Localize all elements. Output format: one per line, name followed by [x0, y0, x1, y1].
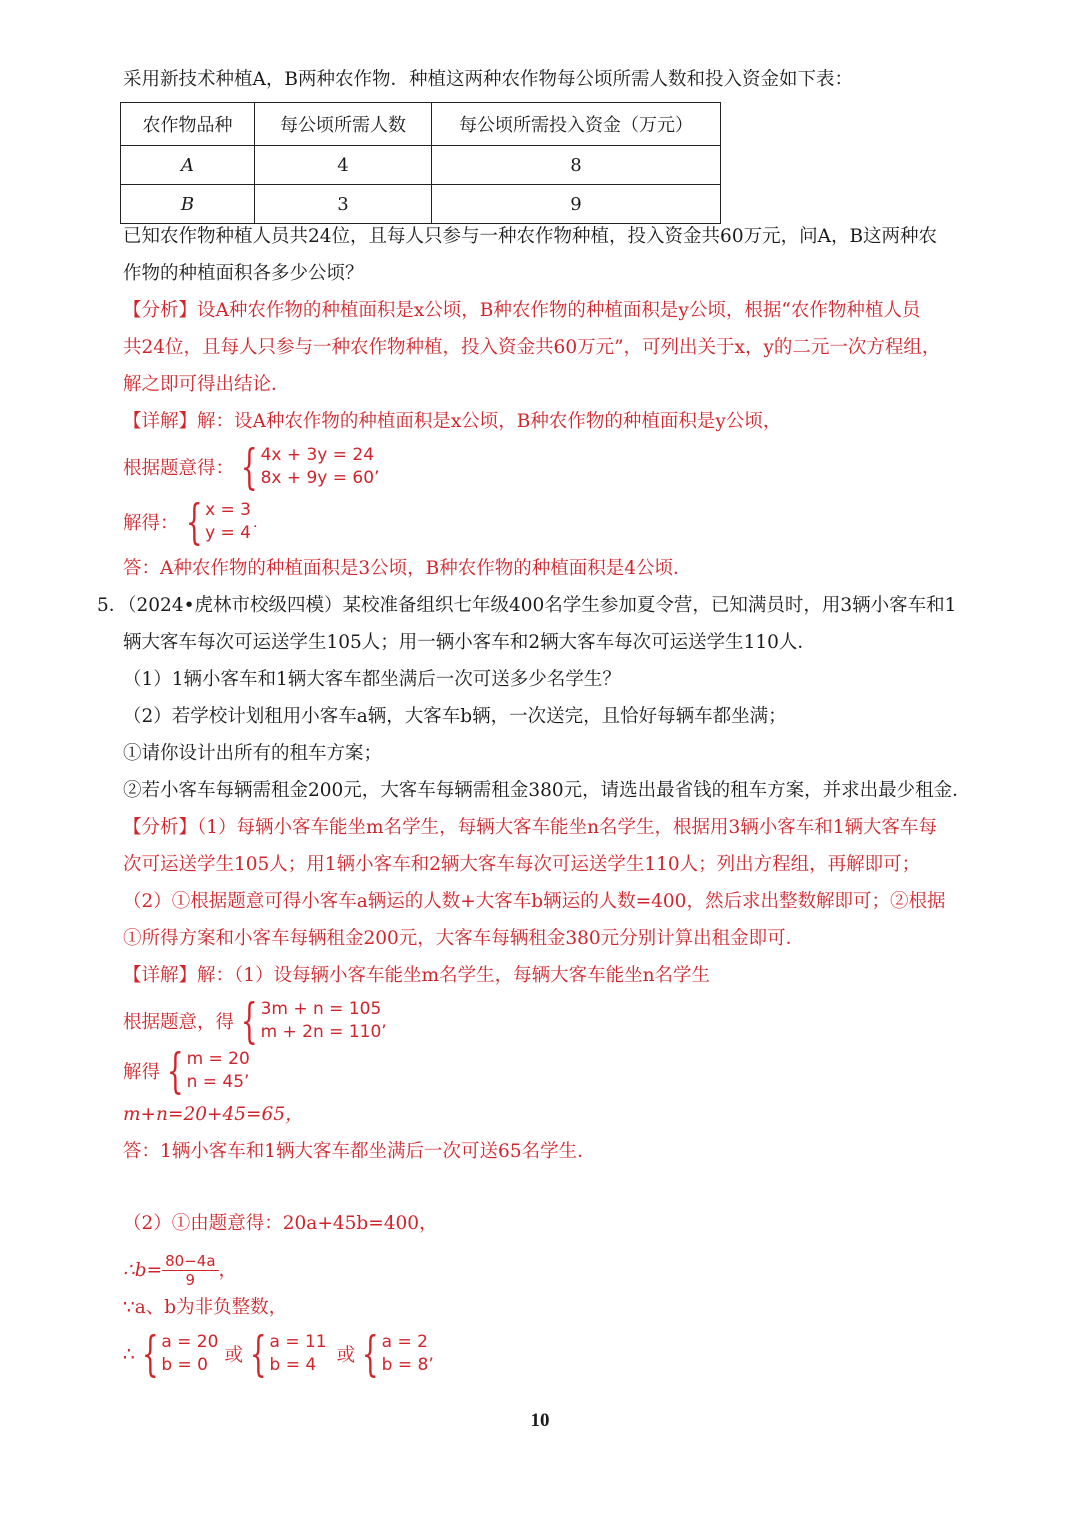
brace-icon: { — [361, 1326, 379, 1382]
solution: x = 3 — [205, 500, 251, 520]
solution: n = 45’ — [186, 1072, 250, 1092]
table-header-cell: 每公顷所需投入资金（万元） — [432, 103, 721, 146]
detail-tag: 【详解】 — [123, 411, 198, 432]
equation: 8x + 9y = 60’ — [260, 468, 380, 488]
b-tail: ， — [218, 1259, 238, 1281]
table-cell: A — [121, 146, 255, 185]
table-header-cell: 农作物品种 — [121, 103, 255, 146]
q4-equation-system — [123, 439, 380, 495]
solution: b = 0 — [161, 1355, 208, 1375]
q5-detail-line — [123, 964, 710, 988]
q5-analysis-line: 次可运送学生105人；用1辆小客车和2辆大客车每次可运送学生110人；列出方程组，再解即可； — [123, 854, 921, 875]
table-row — [121, 185, 721, 224]
equation-label: 根据题意得： — [123, 458, 235, 479]
analysis-tag: 【分析】 — [123, 300, 198, 321]
brace-icon: { — [240, 993, 258, 1049]
q4-analysis-line: 解之即可得出结论． — [123, 374, 290, 395]
table-cell: 9 — [432, 185, 721, 224]
therefore-symbol: ∴ — [123, 1343, 135, 1365]
table-cell: 3 — [255, 185, 432, 224]
crop-table — [120, 102, 721, 224]
detail-text: 解：（1）设每辆小客车能坐m名学生，每辆大客车能坐n名学生 — [197, 965, 710, 986]
or-word: 或 — [336, 1345, 356, 1366]
equation: m + 2n = 110’ — [260, 1022, 387, 1042]
q5-question-line: 辆大客车每次可运送学生105人；用一辆小客车和2辆大客车每次可运送学生110人． — [123, 632, 816, 653]
b-label: ∴b= — [123, 1259, 163, 1281]
fraction-numerator: 80−4a — [162, 1252, 218, 1271]
q5-part-1: （1）1辆小客车和1辆大客车都坐满后一次可送多少名学生？ — [123, 669, 621, 690]
integer-solutions — [123, 1326, 434, 1382]
q5-question-line: 5．（2024•虎林市校级四模）某校准备组织七年级400名学生参加夏令营，已知满员时，用3辆小客车和1 — [97, 595, 957, 616]
q5-part-2: （2）若学校计划租用小客车a辆，大客车b辆，一次送完，且恰好每辆车都坐满； — [123, 706, 787, 727]
solution: a = 20 — [161, 1332, 219, 1352]
page-number: 10 — [530, 1410, 550, 1431]
brace-icon: { — [249, 1326, 267, 1382]
q5-answer: 答：1辆小客车和1辆大客车都坐满后一次可送65名学生． — [123, 1141, 596, 1162]
intro-text: 采用新技术种植A，B两种农作物．种植这两种农作物每公顷所需人数和投入资金如下表： — [123, 69, 853, 90]
solution: b = 8’ — [381, 1355, 434, 1375]
solution-label: 解得： — [123, 513, 179, 534]
detail-text: 解：设A种农作物的种植面积是x公顷，B种农作物的种植面积是y公顷， — [197, 411, 782, 432]
q4-analysis-line: 共24位，且每人只参与一种农作物种植，投入资金共60万元”，可列出关于x，y的二元一次方程组， — [123, 337, 941, 358]
brace-icon: { — [141, 1326, 159, 1382]
table-cell: B — [121, 185, 255, 224]
table-cell: 4 — [255, 146, 432, 185]
solution: y = 4˙ — [205, 523, 260, 543]
solution: b = 4 — [269, 1355, 317, 1375]
analysis-text: （1）每辆小客车能坐m名学生，每辆大客车能坐n名学生，根据用3辆小客车和1辆大客车每 — [197, 817, 938, 838]
table-cell: 8 — [432, 146, 721, 185]
table-row — [121, 146, 721, 185]
q5-sum: m+n=20+45=65， — [123, 1104, 304, 1125]
q4-answer: 答：A种农作物的种植面积是3公顷，B种农作物的种植面积是4公顷． — [123, 558, 692, 579]
q5-part-2b: ②若小客车每辆需租金200元，大客车每辆需租金380元，请选出最省钱的租车方案，并求出最少租金． — [123, 780, 971, 801]
q5-analysis-line: ①所得方案和小客车每辆租金200元，大客车每辆租金380元分别计算出租金即可． — [123, 928, 805, 949]
solution: m = 20 — [186, 1049, 250, 1069]
q5-analysis-line: （2）①根据题意可得小客车a辆运的人数+大客车b辆运的人数=400，然后求出整数解即可；②根据 — [123, 891, 946, 912]
q5-analysis-line — [123, 816, 937, 840]
b-expression — [123, 1252, 237, 1289]
q5-solution-system — [123, 1043, 250, 1099]
equation: 3m + n = 105 — [260, 999, 382, 1019]
solution-label: 解得 — [123, 1062, 161, 1083]
nonneg-condition: ∵a、b为非负整数， — [123, 1297, 288, 1318]
q4-solution-system — [123, 494, 260, 550]
table-header-row — [121, 103, 721, 146]
q4-question-line: 已知农作物种植人员共24位，且每人只参与一种农作物种植，投入资金共60万元，问A，B这两种农 — [123, 226, 938, 247]
brace-icon: { — [166, 1043, 184, 1099]
or-word: 或 — [224, 1345, 243, 1366]
q4-detail-line — [123, 410, 781, 434]
analysis-tag: 【分析】 — [123, 817, 198, 838]
equation-label: 根据题意，得 — [123, 1012, 235, 1033]
fraction — [162, 1252, 218, 1289]
q4-analysis-line — [123, 299, 920, 323]
solution: a = 2 — [381, 1332, 428, 1352]
q5-part-2a: ①请你设计出所有的租车方案； — [123, 743, 383, 764]
detail-tag: 【详解】 — [123, 965, 198, 986]
analysis-text: 设A种农作物的种植面积是x公顷，B种农作物的种植面积是y公顷，根据“农作物种植人员 — [197, 300, 921, 321]
solution: a = 11 — [269, 1332, 327, 1352]
brace-icon: { — [240, 439, 258, 495]
brace-icon: { — [185, 494, 203, 550]
fraction-denominator: 9 — [185, 1271, 196, 1289]
q4-question-line: 作物的种植面积各多少公顷？ — [123, 263, 364, 284]
table-header-cell: 每公顷所需人数 — [255, 103, 432, 146]
q5-equation-system — [123, 993, 387, 1049]
equation: 4x + 3y = 24 — [260, 445, 375, 465]
q5-part2-solution: （2）①由题意得：20a+45b=400， — [123, 1213, 438, 1234]
